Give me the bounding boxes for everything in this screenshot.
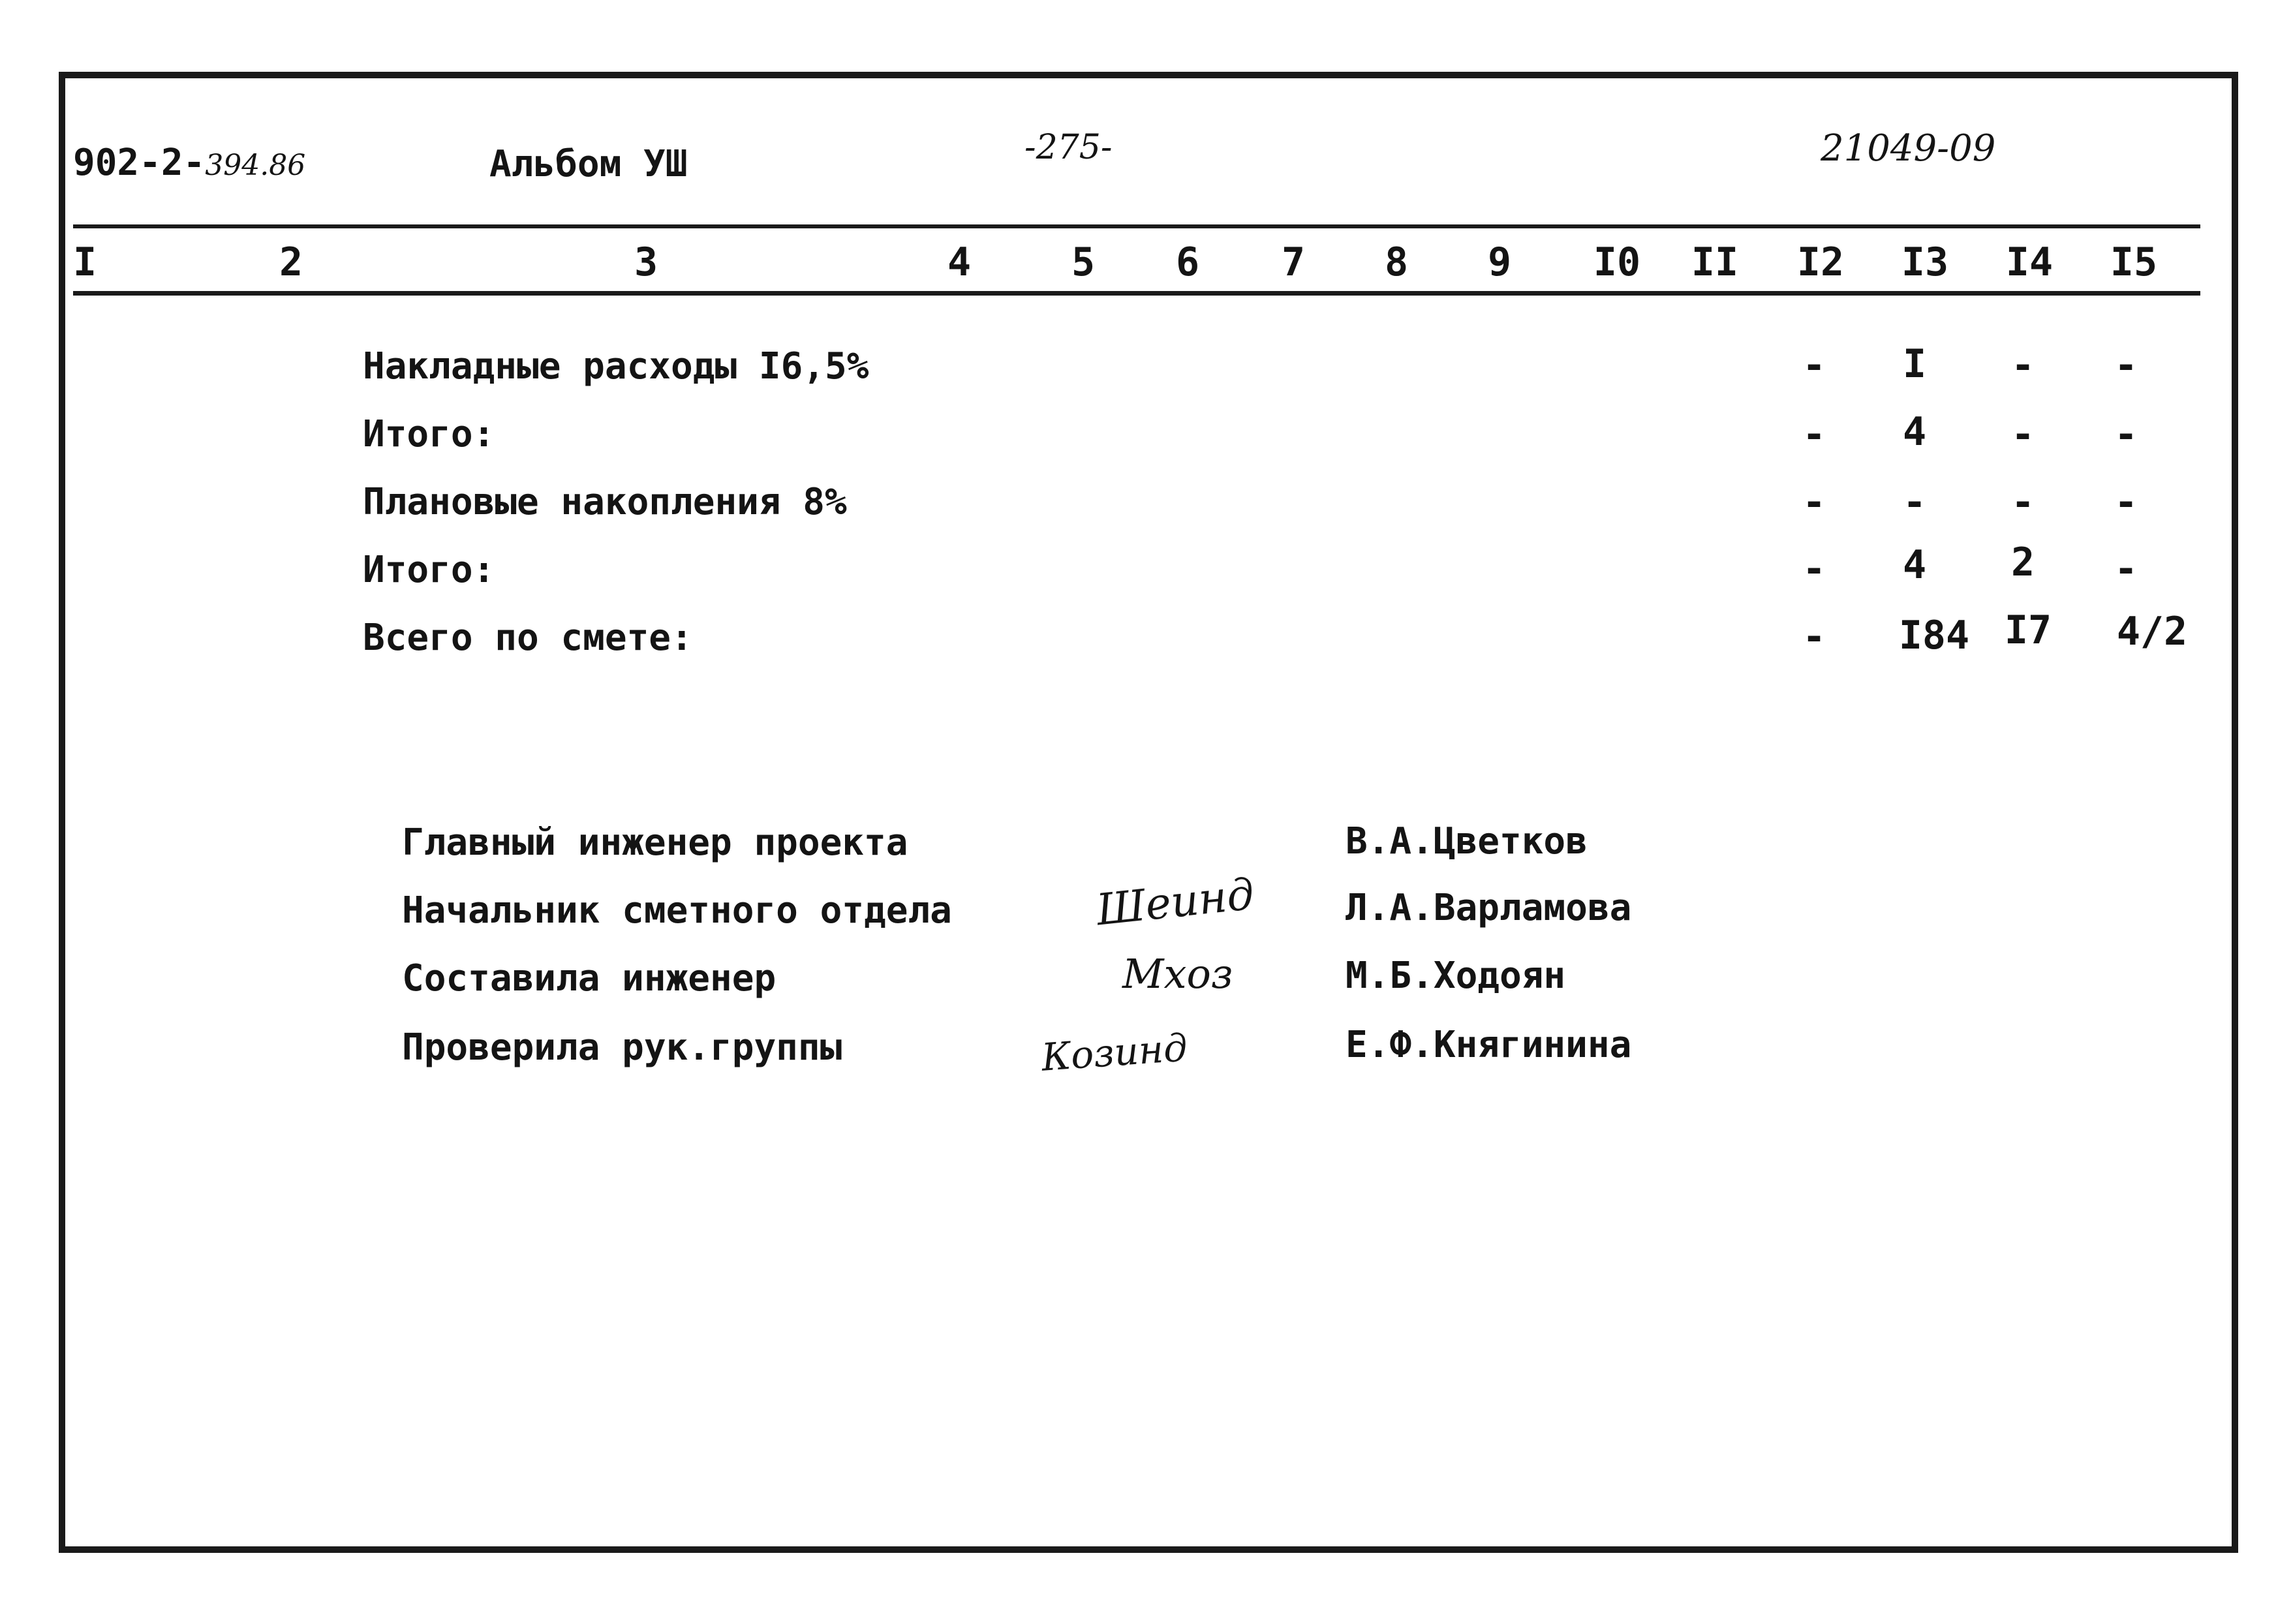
col-number-2: 2	[279, 239, 303, 285]
col-number-13: I3	[1901, 239, 1949, 285]
col-number-11: II	[1691, 239, 1739, 285]
row-4-col13: I84	[1898, 613, 1970, 658]
signer-name-checked-by: Е.Ф.Княгинина	[1346, 1024, 1632, 1066]
row-0-col14: -	[2010, 343, 2035, 388]
col-number-10: I0	[1593, 239, 1641, 285]
header-bottom-rule	[73, 291, 2200, 296]
col-number-14: I4	[2005, 239, 2054, 285]
signer-name-compiled-by: М.Б.Ходоян	[1346, 955, 1566, 997]
doc-code	[73, 142, 306, 184]
col-number-7: 7	[1281, 239, 1306, 285]
signature-estimate-head: Шеинд	[1094, 868, 1257, 936]
col-number-12: I2	[1796, 239, 1845, 285]
signer-name-estimate-head: Л.А.Варламова	[1346, 887, 1632, 929]
col-number-3: 3	[634, 239, 658, 285]
col-number-15: I5	[2110, 239, 2158, 285]
col-number-9: 9	[1487, 239, 1512, 285]
col-number-4: 4	[947, 239, 972, 285]
row-2-col15: -	[2114, 480, 2138, 525]
album-title: Альбом УШ	[489, 143, 688, 185]
col-number-8: 8	[1384, 239, 1409, 285]
signer-role-checked-by: Проверила рук.группы	[402, 1026, 842, 1069]
signer-role-chief-engineer: Главный инженер проекта	[402, 821, 908, 864]
signer-role-compiled-by: Составила инженер	[402, 957, 777, 1000]
col-number-6: 6	[1175, 239, 1200, 285]
row-4-col15: 4/2	[2116, 609, 2188, 654]
page-number: -275-	[1024, 128, 1113, 167]
signer-name-chief-engineer: В.А.Цветков	[1346, 820, 1588, 863]
row-1-col12: -	[1802, 412, 1826, 457]
row-2-col14: -	[2010, 480, 2035, 525]
row-1-col13: 4	[1902, 409, 1927, 455]
header-top-rule	[73, 224, 2200, 228]
row-1-col14: -	[2010, 412, 2035, 457]
row-label-subtotal-1: Итого:	[363, 413, 495, 455]
row-2-col13: -	[1902, 480, 1927, 525]
row-3-col15: -	[2114, 546, 2138, 592]
doc-code-handwritten: 394.86	[205, 149, 306, 182]
row-3-col14: 2	[2010, 540, 2035, 585]
col-number-5: 5	[1071, 239, 1096, 285]
row-4-col14: I7	[2004, 607, 2052, 653]
row-label-subtotal-2: Итого:	[363, 549, 495, 591]
row-label-grand-total: Всего по смете:	[363, 617, 693, 659]
row-label-planned: Плановые накопления 8%	[363, 481, 847, 523]
row-0-col15: -	[2114, 343, 2138, 388]
row-2-col12: -	[1802, 480, 1826, 525]
inventory-number: 21049-09	[1821, 127, 1996, 170]
row-0-col12: -	[1802, 343, 1826, 388]
row-1-col15: -	[2114, 412, 2138, 457]
row-0-col13: I	[1902, 341, 1927, 387]
row-label-overhead: Накладные расходы I6,5%	[363, 345, 869, 388]
doc-code-prefix: 902-2-	[73, 142, 206, 184]
row-3-col12: -	[1802, 546, 1826, 592]
signature-checked-by: Козинд	[1039, 1025, 1189, 1080]
signature-compiled-by: Мхоз	[1122, 950, 1233, 998]
row-4-col12: -	[1802, 614, 1826, 660]
row-3-col13: 4	[1902, 542, 1927, 588]
signer-role-estimate-head: Начальник сметного отдела	[402, 889, 952, 932]
col-number-1: I	[72, 239, 97, 285]
